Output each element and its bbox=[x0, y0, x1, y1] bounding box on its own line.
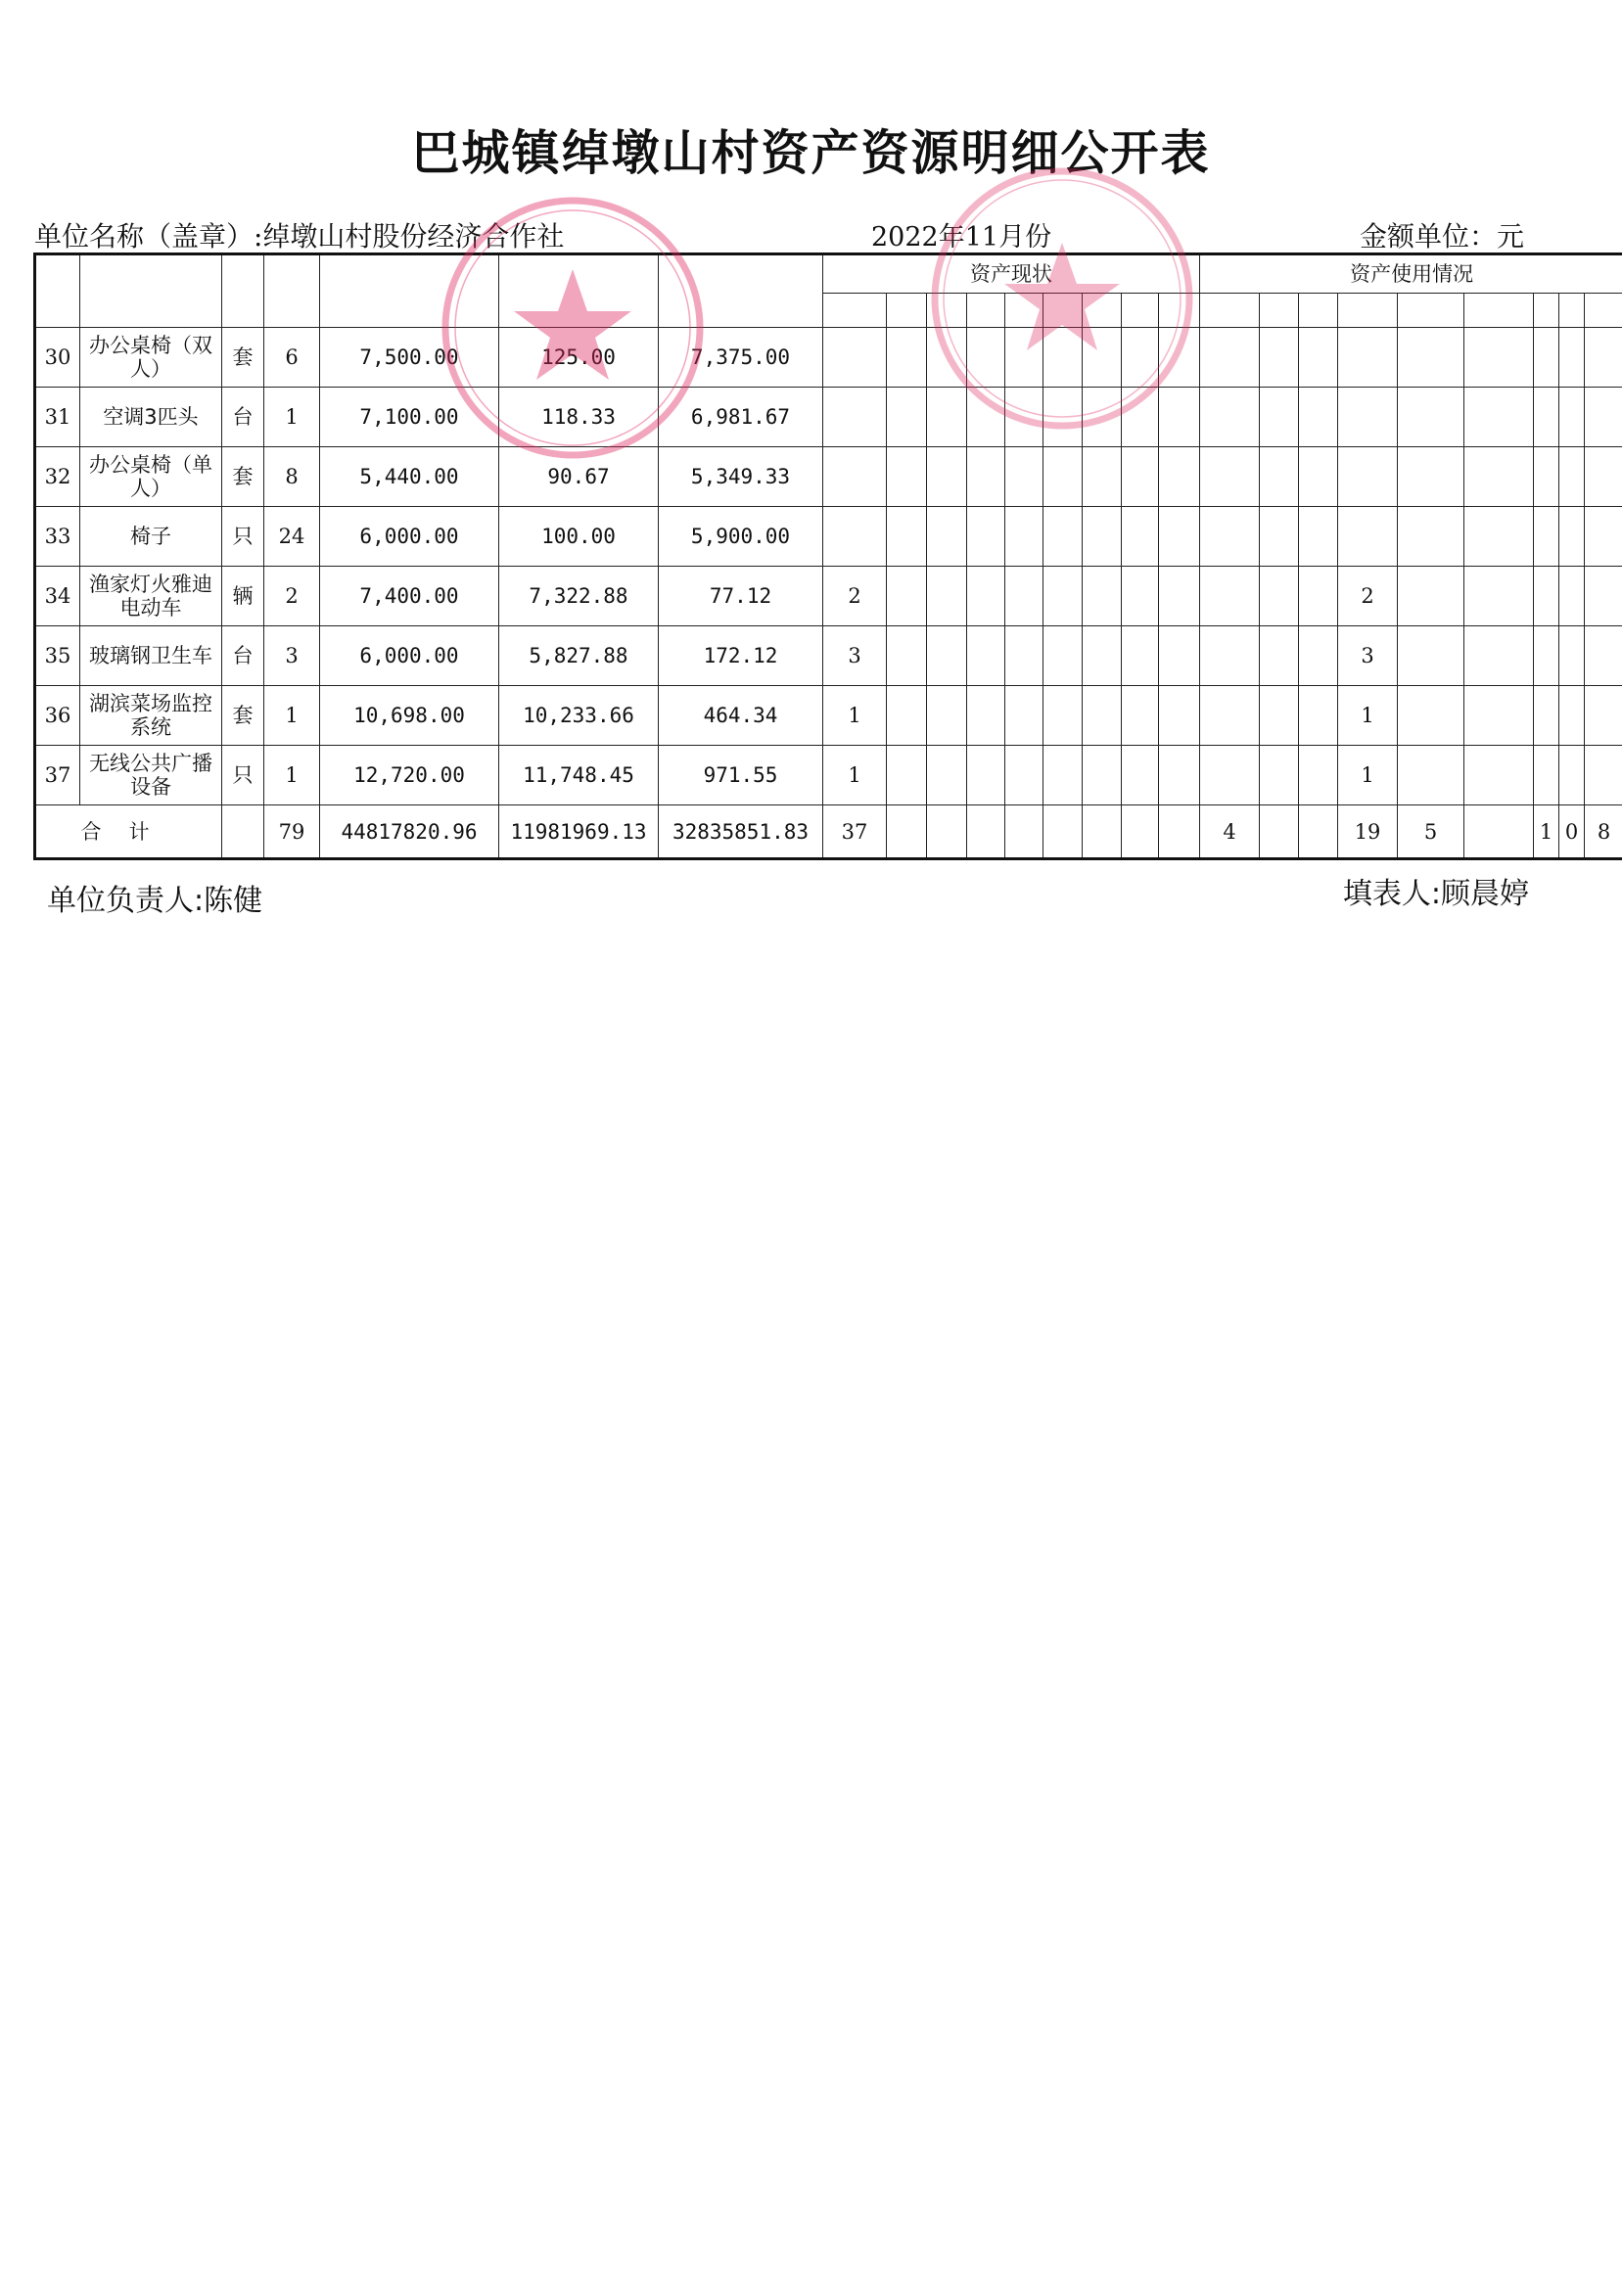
empty-cell bbox=[1005, 447, 1043, 507]
status-count: 3 bbox=[823, 626, 887, 686]
row-number: 31 bbox=[35, 388, 80, 447]
usage-count: 3 bbox=[1338, 626, 1398, 686]
original-value: 5,440.00 bbox=[320, 447, 499, 507]
empty-cell bbox=[1299, 447, 1338, 507]
empty-cell bbox=[1398, 686, 1464, 746]
empty-cell bbox=[1299, 626, 1338, 686]
asset-quantity: 1 bbox=[264, 388, 320, 447]
header-cell bbox=[1464, 294, 1534, 328]
row-number: 36 bbox=[35, 686, 80, 746]
usage-count bbox=[1338, 447, 1398, 507]
header-cell bbox=[1338, 294, 1398, 328]
empty-cell bbox=[1005, 388, 1043, 447]
empty-cell bbox=[1043, 328, 1083, 388]
total-cell bbox=[1083, 805, 1122, 859]
empty-cell bbox=[1534, 626, 1559, 686]
empty-cell bbox=[1398, 626, 1464, 686]
empty-cell bbox=[1159, 328, 1200, 388]
header-cell bbox=[222, 254, 264, 328]
empty-cell bbox=[1043, 507, 1083, 567]
total-original-value: 44817820.96 bbox=[320, 805, 499, 859]
empty-cell bbox=[1043, 567, 1083, 626]
row-number: 35 bbox=[35, 626, 80, 686]
empty-cell bbox=[1534, 388, 1559, 447]
empty-cell bbox=[1122, 507, 1159, 567]
net-value: 172.12 bbox=[659, 626, 823, 686]
table-row bbox=[35, 567, 1622, 626]
asset-unit: 辆 bbox=[222, 567, 264, 626]
status-count: 1 bbox=[823, 686, 887, 746]
total-usage-5: 5 bbox=[1398, 805, 1464, 859]
row-number: 30 bbox=[35, 328, 80, 388]
original-value: 7,400.00 bbox=[320, 567, 499, 626]
empty-cell bbox=[967, 626, 1005, 686]
asset-quantity: 24 bbox=[264, 507, 320, 567]
header-cell bbox=[320, 254, 499, 328]
empty-cell bbox=[1005, 567, 1043, 626]
empty-cell bbox=[1585, 447, 1622, 507]
header-cell bbox=[967, 294, 1005, 328]
empty-cell bbox=[1083, 447, 1122, 507]
asset-quantity: 2 bbox=[264, 567, 320, 626]
original-value: 12,720.00 bbox=[320, 746, 499, 805]
empty-cell bbox=[1005, 686, 1043, 746]
empty-cell bbox=[1159, 746, 1200, 805]
empty-cell bbox=[1200, 328, 1260, 388]
original-value: 10,698.00 bbox=[320, 686, 499, 746]
table-row bbox=[35, 328, 1622, 388]
total-cell bbox=[1159, 805, 1200, 859]
empty-cell bbox=[1005, 626, 1043, 686]
status-count bbox=[823, 328, 887, 388]
empty-cell bbox=[927, 567, 967, 626]
empty-cell bbox=[1200, 507, 1260, 567]
empty-cell bbox=[1005, 507, 1043, 567]
total-row bbox=[35, 805, 1622, 859]
status-group-header: 资产现状 bbox=[823, 254, 1200, 294]
empty-cell bbox=[1464, 507, 1534, 567]
responsible-person: 单位负责人:陈健 bbox=[47, 884, 263, 918]
empty-cell bbox=[887, 507, 927, 567]
total-status-count: 37 bbox=[823, 805, 887, 859]
empty-cell bbox=[1122, 328, 1159, 388]
asset-name: 渔家灯火雅迪电动车 bbox=[80, 567, 222, 626]
form-filler: 填表人:顾晨婷 bbox=[1342, 877, 1529, 911]
header-cell bbox=[927, 294, 967, 328]
asset-name: 办公桌椅（双人） bbox=[80, 328, 222, 388]
currency-unit: 金额单位：元 bbox=[1359, 220, 1524, 253]
empty-cell bbox=[1464, 447, 1534, 507]
empty-cell bbox=[1005, 328, 1043, 388]
depreciation-value: 7,322.88 bbox=[499, 567, 659, 626]
empty-cell bbox=[887, 686, 927, 746]
empty-cell bbox=[1299, 507, 1338, 567]
row-number: 37 bbox=[35, 746, 80, 805]
empty-cell bbox=[1398, 507, 1464, 567]
empty-cell bbox=[1464, 388, 1534, 447]
empty-cell bbox=[887, 626, 927, 686]
table-row bbox=[35, 388, 1622, 447]
status-count bbox=[823, 447, 887, 507]
empty-cell bbox=[1260, 447, 1299, 507]
asset-quantity: 1 bbox=[264, 746, 320, 805]
asset-unit: 台 bbox=[222, 388, 264, 447]
empty-cell bbox=[1534, 746, 1559, 805]
header-cell bbox=[659, 254, 823, 328]
asset-table bbox=[33, 253, 1622, 860]
table-row bbox=[35, 626, 1622, 686]
usage-count bbox=[1338, 328, 1398, 388]
usage-count: 1 bbox=[1338, 746, 1398, 805]
empty-cell bbox=[1585, 388, 1622, 447]
empty-cell bbox=[1159, 507, 1200, 567]
empty-cell bbox=[1559, 567, 1585, 626]
empty-cell bbox=[967, 507, 1005, 567]
empty-cell bbox=[1585, 328, 1622, 388]
empty-cell bbox=[1534, 567, 1559, 626]
empty-cell bbox=[1260, 746, 1299, 805]
empty-cell bbox=[887, 388, 927, 447]
empty-cell bbox=[1398, 447, 1464, 507]
total-cell bbox=[1122, 805, 1159, 859]
total-usage-19: 19 bbox=[1338, 805, 1398, 859]
empty-cell bbox=[1122, 686, 1159, 746]
empty-cell bbox=[1043, 686, 1083, 746]
empty-cell bbox=[1585, 507, 1622, 567]
header-cell bbox=[499, 254, 659, 328]
asset-unit: 套 bbox=[222, 686, 264, 746]
empty-cell bbox=[887, 746, 927, 805]
net-value: 971.55 bbox=[659, 746, 823, 805]
header-row bbox=[35, 254, 1622, 294]
empty-cell bbox=[1464, 686, 1534, 746]
empty-cell bbox=[967, 686, 1005, 746]
empty-cell bbox=[1200, 626, 1260, 686]
empty-cell bbox=[1585, 686, 1622, 746]
depreciation-value: 118.33 bbox=[499, 388, 659, 447]
net-value: 5,900.00 bbox=[659, 507, 823, 567]
asset-quantity: 8 bbox=[264, 447, 320, 507]
total-cell bbox=[967, 805, 1005, 859]
empty-cell bbox=[1534, 328, 1559, 388]
empty-cell bbox=[1159, 686, 1200, 746]
empty-cell bbox=[1159, 567, 1200, 626]
empty-cell bbox=[1122, 388, 1159, 447]
empty-cell bbox=[1159, 626, 1200, 686]
empty-cell bbox=[1299, 686, 1338, 746]
header-cell bbox=[823, 294, 887, 328]
table-row bbox=[35, 507, 1622, 567]
header-cell bbox=[80, 254, 222, 328]
empty-cell bbox=[1083, 686, 1122, 746]
header-cell bbox=[1005, 294, 1043, 328]
empty-cell bbox=[1083, 388, 1122, 447]
empty-cell bbox=[1200, 567, 1260, 626]
empty-cell bbox=[927, 328, 967, 388]
empty-cell bbox=[927, 507, 967, 567]
usage-count: 1 bbox=[1338, 686, 1398, 746]
empty-cell bbox=[1464, 626, 1534, 686]
asset-quantity: 3 bbox=[264, 626, 320, 686]
row-number: 32 bbox=[35, 447, 80, 507]
original-value: 7,500.00 bbox=[320, 328, 499, 388]
empty-cell bbox=[1464, 567, 1534, 626]
header-cell bbox=[35, 254, 80, 328]
empty-cell bbox=[1534, 447, 1559, 507]
asset-name: 办公桌椅（单人） bbox=[80, 447, 222, 507]
total-cell bbox=[1043, 805, 1083, 859]
unit-name: 单位名称（盖章）:绰墩山村股份经济合作社 bbox=[34, 220, 565, 253]
net-value: 5,349.33 bbox=[659, 447, 823, 507]
empty-cell bbox=[967, 388, 1005, 447]
empty-cell bbox=[1464, 746, 1534, 805]
asset-quantity: 6 bbox=[264, 328, 320, 388]
net-value: 77.12 bbox=[659, 567, 823, 626]
depreciation-value: 125.00 bbox=[499, 328, 659, 388]
total-qty: 79 bbox=[264, 805, 320, 859]
original-value: 6,000.00 bbox=[320, 626, 499, 686]
empty-cell bbox=[1398, 746, 1464, 805]
report-period: 2022年11月份 bbox=[871, 222, 1052, 253]
empty-cell bbox=[927, 388, 967, 447]
empty-cell bbox=[1299, 328, 1338, 388]
empty-cell bbox=[887, 447, 927, 507]
total-cell bbox=[222, 805, 264, 859]
total-cell bbox=[1464, 805, 1534, 859]
status-count: 2 bbox=[823, 567, 887, 626]
empty-cell bbox=[1299, 746, 1338, 805]
empty-cell bbox=[1559, 746, 1585, 805]
asset-name: 湖滨菜场监控系统 bbox=[80, 686, 222, 746]
empty-cell bbox=[1534, 686, 1559, 746]
empty-cell bbox=[1559, 447, 1585, 507]
table-row bbox=[35, 746, 1622, 805]
empty-cell bbox=[1200, 746, 1260, 805]
empty-cell bbox=[1122, 746, 1159, 805]
asset-unit: 套 bbox=[222, 447, 264, 507]
depreciation-value: 10,233.66 bbox=[499, 686, 659, 746]
depreciation-value: 90.67 bbox=[499, 447, 659, 507]
total-usage-4: 4 bbox=[1200, 805, 1260, 859]
empty-cell bbox=[1122, 626, 1159, 686]
table-row bbox=[35, 447, 1622, 507]
empty-cell bbox=[1083, 328, 1122, 388]
usage-count: 2 bbox=[1338, 567, 1398, 626]
asset-name: 玻璃钢卫生车 bbox=[80, 626, 222, 686]
empty-cell bbox=[1260, 626, 1299, 686]
empty-cell bbox=[967, 746, 1005, 805]
total-cell bbox=[1260, 805, 1299, 859]
header-cell bbox=[1534, 294, 1559, 328]
empty-cell bbox=[967, 328, 1005, 388]
header-cell bbox=[264, 254, 320, 328]
page-title: 巴城镇绰墩山村资产资源明细公开表 bbox=[411, 125, 1211, 181]
empty-cell bbox=[1159, 388, 1200, 447]
header-cell bbox=[1159, 294, 1200, 328]
net-value: 7,375.00 bbox=[659, 328, 823, 388]
empty-cell bbox=[1043, 626, 1083, 686]
header-cell bbox=[1398, 294, 1464, 328]
usage-count bbox=[1338, 507, 1398, 567]
empty-cell bbox=[1260, 507, 1299, 567]
status-count bbox=[823, 507, 887, 567]
empty-cell bbox=[1159, 447, 1200, 507]
header-cell bbox=[1260, 294, 1299, 328]
empty-cell bbox=[1260, 567, 1299, 626]
status-count bbox=[823, 388, 887, 447]
asset-unit: 台 bbox=[222, 626, 264, 686]
empty-cell bbox=[1200, 388, 1260, 447]
empty-cell bbox=[1585, 626, 1622, 686]
asset-name: 无线公共广播设备 bbox=[80, 746, 222, 805]
empty-cell bbox=[1005, 746, 1043, 805]
empty-cell bbox=[927, 626, 967, 686]
table-row bbox=[35, 686, 1622, 746]
empty-cell bbox=[1559, 626, 1585, 686]
total-usage-0: 0 bbox=[1559, 805, 1585, 859]
total-usage-1: 1 bbox=[1534, 805, 1559, 859]
empty-cell bbox=[1043, 388, 1083, 447]
empty-cell bbox=[887, 328, 927, 388]
empty-cell bbox=[967, 567, 1005, 626]
header-cell bbox=[1200, 294, 1260, 328]
usage-count bbox=[1338, 388, 1398, 447]
usage-group-header: 资产使用情况 bbox=[1200, 254, 1622, 294]
empty-cell bbox=[1260, 686, 1299, 746]
header-cell bbox=[887, 294, 927, 328]
empty-cell bbox=[1083, 567, 1122, 626]
empty-cell bbox=[1083, 746, 1122, 805]
status-count: 1 bbox=[823, 746, 887, 805]
asset-name: 椅子 bbox=[80, 507, 222, 567]
asset-unit: 只 bbox=[222, 507, 264, 567]
empty-cell bbox=[1260, 328, 1299, 388]
depreciation-value: 11,748.45 bbox=[499, 746, 659, 805]
header-cell bbox=[1043, 294, 1083, 328]
empty-cell bbox=[1464, 328, 1534, 388]
asset-table-body bbox=[35, 254, 1622, 859]
header-cell bbox=[1083, 294, 1122, 328]
header-cell bbox=[1559, 294, 1585, 328]
depreciation-value: 100.00 bbox=[499, 507, 659, 567]
empty-cell bbox=[1559, 388, 1585, 447]
empty-cell bbox=[1559, 507, 1585, 567]
header-cell bbox=[1299, 294, 1338, 328]
asset-quantity: 1 bbox=[264, 686, 320, 746]
empty-cell bbox=[1585, 746, 1622, 805]
empty-cell bbox=[927, 686, 967, 746]
total-cell bbox=[1299, 805, 1338, 859]
original-value: 6,000.00 bbox=[320, 507, 499, 567]
asset-unit: 只 bbox=[222, 746, 264, 805]
total-label: 合计 bbox=[35, 805, 222, 859]
empty-cell bbox=[927, 447, 967, 507]
empty-cell bbox=[1398, 567, 1464, 626]
empty-cell bbox=[927, 746, 967, 805]
empty-cell bbox=[1559, 328, 1585, 388]
total-usage-8: 8 bbox=[1585, 805, 1622, 859]
empty-cell bbox=[1585, 567, 1622, 626]
net-value: 464.34 bbox=[659, 686, 823, 746]
row-number: 34 bbox=[35, 567, 80, 626]
empty-cell bbox=[1200, 686, 1260, 746]
asset-name: 空调3匹头 bbox=[80, 388, 222, 447]
asset-unit: 套 bbox=[222, 328, 264, 388]
empty-cell bbox=[1260, 388, 1299, 447]
original-value: 7,100.00 bbox=[320, 388, 499, 447]
header-cell bbox=[1122, 294, 1159, 328]
total-cell bbox=[927, 805, 967, 859]
empty-cell bbox=[1043, 746, 1083, 805]
empty-cell bbox=[1299, 567, 1338, 626]
empty-cell bbox=[1122, 447, 1159, 507]
empty-cell bbox=[1083, 626, 1122, 686]
empty-cell bbox=[1200, 447, 1260, 507]
total-net-value: 32835851.83 bbox=[659, 805, 823, 859]
header-cell bbox=[1585, 294, 1622, 328]
net-value: 6,981.67 bbox=[659, 388, 823, 447]
empty-cell bbox=[1043, 447, 1083, 507]
empty-cell bbox=[1559, 686, 1585, 746]
total-cell bbox=[887, 805, 927, 859]
empty-cell bbox=[1299, 388, 1338, 447]
total-cell bbox=[1005, 805, 1043, 859]
depreciation-value: 5,827.88 bbox=[499, 626, 659, 686]
row-number: 33 bbox=[35, 507, 80, 567]
empty-cell bbox=[1083, 507, 1122, 567]
empty-cell bbox=[1122, 567, 1159, 626]
empty-cell bbox=[967, 447, 1005, 507]
empty-cell bbox=[1398, 388, 1464, 447]
empty-cell bbox=[1398, 328, 1464, 388]
empty-cell bbox=[887, 567, 927, 626]
total-depreciation: 11981969.13 bbox=[499, 805, 659, 859]
empty-cell bbox=[1534, 507, 1559, 567]
